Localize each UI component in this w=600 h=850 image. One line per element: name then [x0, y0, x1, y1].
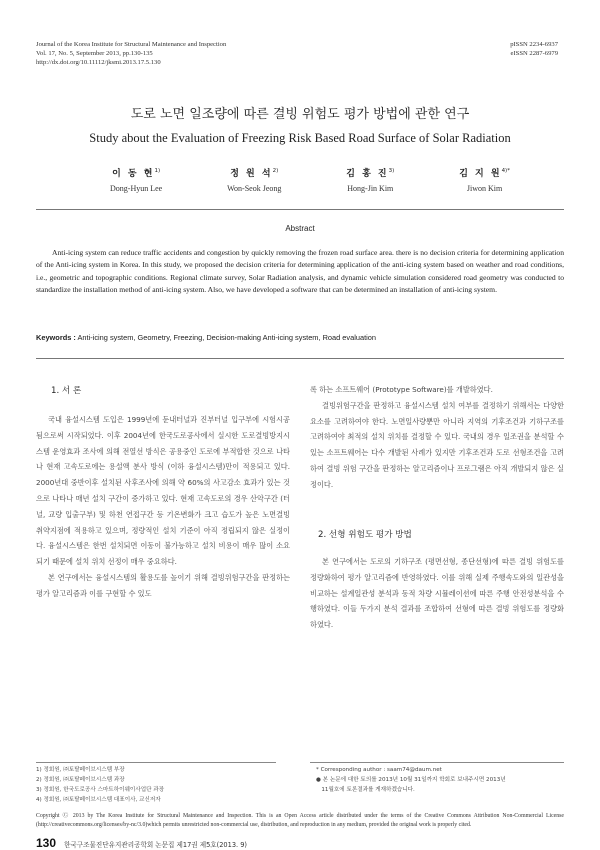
paragraph: 국내 융설시스템 도입은 1999년에 둔내터널과 진부터널 입구부에 시험시공됨으로써 시작되었다. 이후 2004년에 한국도로공사에서 실시한 도로결빙방지시스템 운영효과 조사에 의해 전열선 방식은 공용중인 도로에 부적합한 것으로 나타나 현재 고속도로에는 용설액 분사 방식 (이하 융설시스템)만이 적용되고 있다. 2000년대 중반이후 설치된 사후조사에 의해 약 60%의 사고감소 효과가 있는 것으로 나타나 매년 설치 구간이 증가하고 있다. 현재 고속도로의 경우 산악구간 (터널, 교량 입출구부) 및 하천 연접구간 등 기온변화가 크고 습도가 높은 노면결빙 취약지점에 적용하고 있으며, 정량적인 설치 기준이 아직 정립되지 않은 실정이다. 융설시스템은 한번 설치되면 이동이 불가능하고 설치 비용이 매우 많이 소요되기 때문에 설치 위치 선정이 매우 중요하다.	[36, 415, 290, 567]
copyright-notice: Copyright Ⓒ 2013 by The Korea Institute for Structural Maintenance and Inspection. This is an Open Access article distributed under the terms of the Creative Commons Attribution Non-Commercial License (http://creativecommons.org/licenses/by-nc/3.0)which permits unrestricted non-commercial use, distribution, and reproduction in any medium, provided the original work is properly cited.	[36, 813, 564, 828]
discussion-note-cont: 11월호에 토론결과를 게재하겠습니다.	[316, 787, 415, 793]
issn-block	[510, 40, 558, 58]
right-column-top	[310, 382, 564, 493]
divider-bottom	[36, 358, 564, 359]
section-2-heading: 2. 선형 위험도 평가 방법	[318, 530, 412, 540]
footnote-divider-left	[36, 762, 276, 763]
author-affiliation-mark: 3)	[388, 168, 395, 174]
correspondence-footnotes	[316, 765, 506, 795]
discussion-note: ● 본 논문에 대한 토의를 2013년 10월 31일까지 학회로 보내주시면 2013년	[316, 777, 506, 783]
author-name-ko: 이 동 현	[112, 169, 155, 179]
affiliation-footnotes	[36, 765, 164, 805]
footnote: 4) 정회원, ㈜토탈페이브시스템 대표이사, 교신저자	[36, 797, 161, 803]
title-english: Study about the Evaluation of Freezing Risk Based Road Surface of Solar Radiation	[89, 131, 511, 145]
author-name-en: Jiwon Kim	[466, 184, 503, 193]
author-4	[459, 166, 510, 193]
journal-header	[36, 40, 226, 67]
author-3	[346, 166, 394, 193]
author-affiliation-mark: 4)*	[501, 168, 510, 174]
author-2	[227, 166, 281, 193]
author-name-en: Dong-Hyun Lee	[110, 184, 163, 193]
pissn: pISSN 2234-6937	[510, 41, 558, 48]
keywords-text: Anti-icing system, Geometry, Freezing, Decision-making Anti-icing system, Road evaluation	[77, 333, 376, 342]
author-name-en: Hong-Jin Kim	[347, 184, 394, 193]
keywords-line	[36, 333, 564, 342]
journal-name: Journal of the Korea Institute for Structural Maintenance and Inspection	[36, 41, 227, 48]
author-1	[110, 166, 162, 193]
author-name-ko: 김 홍 진	[346, 169, 389, 179]
author-name-en: Won-Seok Jeong	[227, 184, 282, 193]
paragraph: 결빙위험구간을 판정하고 융설시스템 설치 여부를 결정하기 위해서는 다양한 요소를 고려하여야 한다. 노면일사량뿐만 아니라 지역의 기후조건과 기하구조를 고려하여야 최적의 설치 위치를 결정할 수 있다. 국내의 경우 일조권을 분석할 수 있는 소프트웨어는 다수 개발된 사례가 있지만 기후조건과 도로 선형조건을 고려하여 결빙 위험 구간을 판정하는 알고리즘이나 프로그램은 아직 개발되지 않은 실정이다.	[310, 400, 564, 489]
author-affiliation-mark: 2)	[272, 168, 279, 174]
page-number: 130	[36, 836, 57, 850]
journal-citation-ko: 한국구조물진단유지관리공학회 논문집 제17권 제5호(2013. 9)	[64, 841, 247, 849]
keywords-label: Keywords :	[36, 333, 76, 342]
author-name-ko: 정 원 석	[230, 169, 273, 179]
paragraph: 본 연구에서는 융설시스템의 활용도를 높이기 위해 결빙위험구간을 판정하는 평가 알고리즘과 이를 구현할 수 있도	[36, 572, 290, 598]
left-column	[36, 412, 290, 602]
footnote: 2) 정회원, ㈜토탈페이브시스템 과장	[36, 777, 125, 783]
footnote-divider-right	[310, 762, 564, 763]
title-korean: 도로 노면 일조량에 따른 결빙 위험도 평가 방법에 관한 연구	[130, 107, 470, 122]
section-1-heading: 1. 서 론	[51, 386, 82, 396]
paragraph: 본 연구에서는 도로의 기하구조 (평면선형, 종단선형)에 따른 결빙 위험도를 정량화하여 평가 알고리즘에 반영하였다. 이를 위해 실제 주행속도와의 일관성을 비교하는 설계일관성 분석과 동적 차량 시뮬레이션에 따른 주행 안전성분석을 수행하였다. 이들 두가지 분석 결과를 조합하여 선형에 따른 결빙 위험도를 정량화하였다.	[310, 557, 564, 630]
eissn: eISSN 2287-6979	[510, 50, 558, 57]
author-name-ko: 김 지 원	[459, 169, 502, 179]
author-affiliation-mark: 1)	[154, 168, 161, 174]
divider-top	[36, 209, 564, 210]
paragraph: 록 하는 소프트웨어 (Prototype Software)를 개발하였다.	[310, 385, 493, 394]
volume-info: Vol. 17, No. 5, September 2013, pp.130-135	[36, 50, 153, 57]
footnote: 3) 정회원, 한국도로공사 스마트하이웨이사업단 과장	[36, 787, 165, 793]
abstract-text: Anti-icing system can reduce traffic accidents and congestion by quickly removing the frozen road surface area. there is no decision criteria for determining application of the Anti-icing system in Korea. In this study, we proposed the decision criteria for determining application of the anti-icing system based on weather and road conditions, i.e., geometric and topographic conditions. Regional climate survey, Solar Radiation analysis, and dynamic vehicle simulation considered road geometry was conducted to standardize the installation method of anti-icing system. Also, we have developed a software that can be determined an installation of anti-icing system.	[36, 248, 564, 295]
author-list	[110, 166, 510, 193]
footnote: 1) 정회원, ㈜토탈페이브시스템 부장	[36, 767, 125, 773]
doi-link[interactable]: http://dx.doi.org/10.11112/jksmi.2013.17.5.130	[36, 59, 161, 66]
right-column-section-2	[310, 554, 564, 633]
abstract-heading: Abstract	[285, 224, 315, 233]
corresponding-author[interactable]: * Corresponding author : saam74@daum.net	[316, 767, 442, 773]
